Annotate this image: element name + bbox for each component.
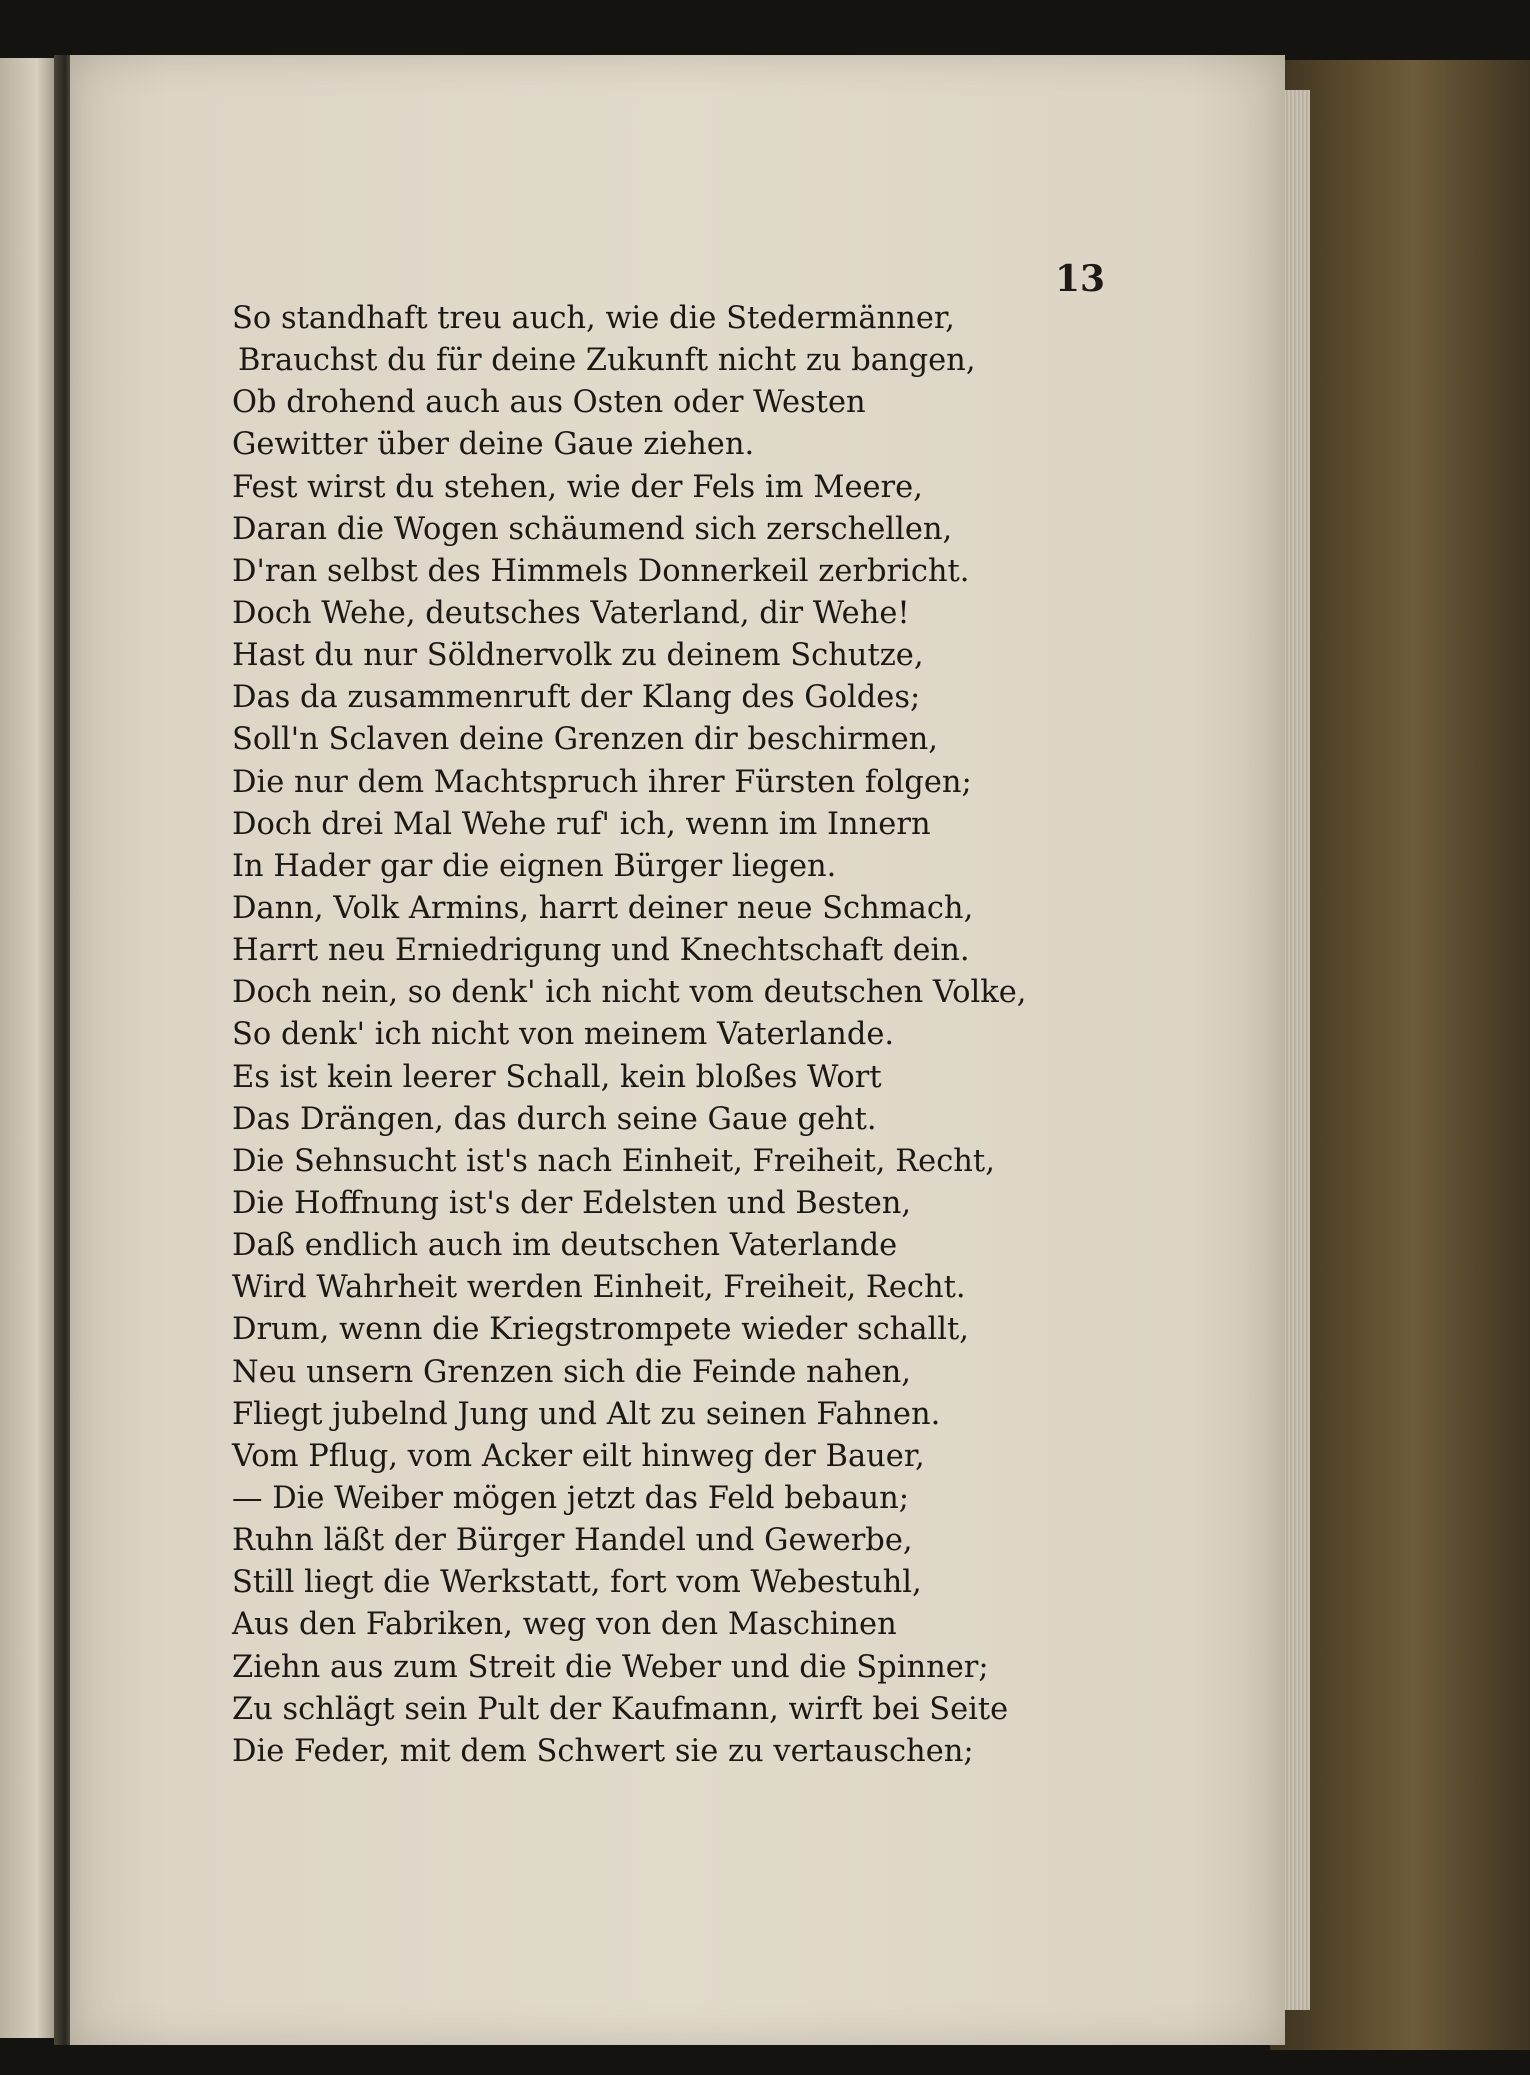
poem-line: Zu schlägt sein Pult der Kaufmann, wirft bei Seite bbox=[232, 1691, 1009, 1727]
left-page-edge bbox=[0, 58, 62, 2038]
poem-line: Daß endlich auch im deutschen Vaterlande bbox=[232, 1228, 898, 1264]
poem-line: Gewitter über deine Gaue ziehen. bbox=[232, 427, 755, 463]
poem-line: Drum, wenn die Kriegstrompete wieder schallt, bbox=[232, 1312, 969, 1348]
poem-line: So denk' ich nicht von meinem Vaterlande. bbox=[232, 1017, 895, 1053]
poem-line: Aus den Fabriken, weg von den Maschinen bbox=[232, 1607, 897, 1643]
poem-line: Vom Pflug, vom Acker eilt hinweg der Bauer, bbox=[232, 1438, 925, 1474]
poem-line: Still liegt die Werkstatt, fort vom Webestuhl, bbox=[232, 1565, 922, 1601]
poem-line: Das da zusammenruft der Klang des Goldes; bbox=[232, 680, 921, 716]
poem-line: Ob drohend auch aus Osten oder Westen bbox=[232, 385, 866, 421]
poem-line: Wird Wahrheit werden Einheit, Freiheit, Recht. bbox=[232, 1270, 966, 1306]
poem-line: D'ran selbst des Himmels Donnerkeil zerbricht. bbox=[232, 553, 970, 589]
poem-line: Soll'n Sclaven deine Grenzen dir beschirmen, bbox=[232, 722, 938, 758]
poem-line: Die nur dem Machtspruch ihrer Fürsten folgen; bbox=[232, 764, 972, 800]
poem-line: Doch drei Mal Wehe ruf' ich, wenn im Innern bbox=[232, 806, 931, 842]
poem-line: Das Drängen, das durch seine Gaue geht. bbox=[232, 1101, 877, 1137]
poem-line: Die Sehnsucht ist's nach Einheit, Freiheit, Recht, bbox=[232, 1143, 995, 1179]
poem-line: — Die Weiber mögen jetzt das Feld bebaun; bbox=[232, 1480, 910, 1516]
poem-line: Fliegt jubelnd Jung und Alt zu seinen Fahnen. bbox=[232, 1396, 941, 1432]
page-number: 13 bbox=[1055, 258, 1106, 300]
poem-line: Die Feder, mit dem Schwert sie zu vertauschen; bbox=[232, 1733, 974, 1769]
poem-line: Neu unsern Grenzen sich die Feinde nahen, bbox=[232, 1354, 911, 1390]
poem-line: Fest wirst du stehen, wie der Fels im Meere, bbox=[232, 469, 923, 505]
poem-line: Ruhn läßt der Bürger Handel und Gewerbe, bbox=[232, 1523, 913, 1559]
poem-line: Harrt neu Erniedrigung und Knechtschaft dein. bbox=[232, 933, 970, 969]
poem-line: Brauchst du für deine Zukunft nicht zu bangen, bbox=[238, 343, 976, 379]
poem-text bbox=[232, 298, 1242, 1773]
poem-line: So standhaft treu auch, wie die Stedermänner, bbox=[232, 301, 955, 336]
poem-line: Hast du nur Söldnervolk zu deinem Schutze, bbox=[232, 638, 924, 674]
poem-line: Die Hoffnung ist's der Edelsten und Besten, bbox=[232, 1185, 912, 1221]
poem-line: In Hader gar die eignen Bürger liegen. bbox=[232, 848, 837, 884]
poem-line: Doch nein, so denk' ich nicht vom deutschen Volke, bbox=[232, 975, 1027, 1011]
poem-line: Daran die Wogen schäumend sich zerschellen, bbox=[232, 511, 953, 547]
poem-line: Ziehn aus zum Streit die Weber und die Spinner; bbox=[232, 1649, 989, 1685]
poem-line: Doch Wehe, deutsches Vaterland, dir Wehe! bbox=[232, 595, 910, 631]
poem-line: Dann, Volk Armins, harrt deiner neue Schmach, bbox=[232, 890, 974, 926]
poem-line: Es ist kein leerer Schall, kein bloßes Wort bbox=[232, 1059, 882, 1095]
